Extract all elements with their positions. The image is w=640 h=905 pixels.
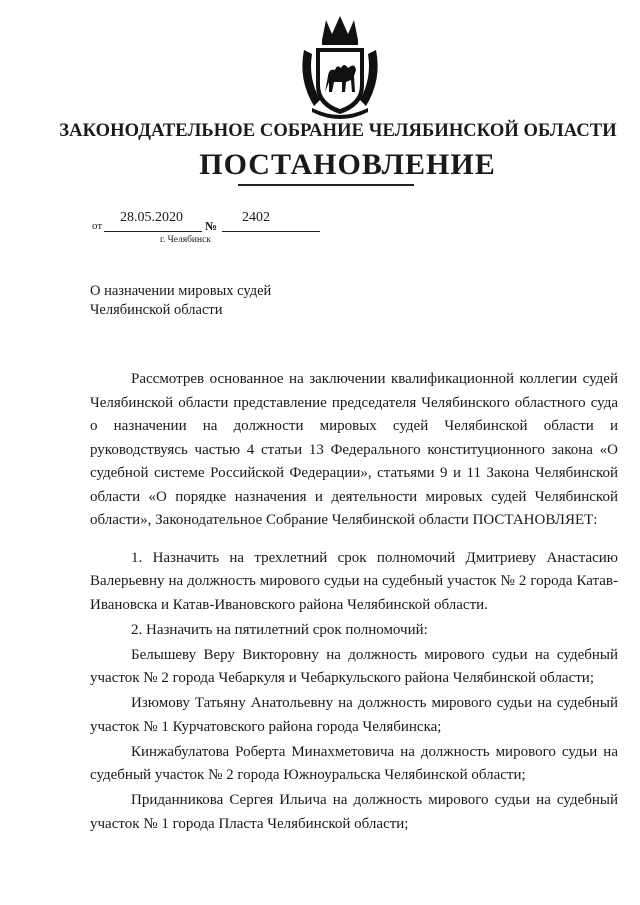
- document-type-title: ПОСТАНОВЛЕНИЕ: [199, 148, 496, 181]
- from-label: от: [92, 220, 103, 232]
- item-2-paragraph: 2. Назначить на пятилетний срок полномочий:: [131, 621, 428, 638]
- document-subject: [90, 282, 271, 320]
- appointee-paragraph: Белышеву Веру Викторовну на должность мирового судьи на судебный участок № 2 города Чебаркуля и Чебаркульского района Челябинской области;: [90, 646, 618, 686]
- appointee-paragraph: Изюмову Татьяну Анатольевну на должность мирового судьи на судебный участок № 1 Курчатовского района города Челябинска;: [90, 695, 618, 735]
- document-number: 2402: [242, 210, 270, 225]
- preamble-paragraph: Рассмотрев основанное на заключении квалификационной коллегии судей Челябинской области представление председателя Челябинского областного суда о назначении на должности мировых судей Челябинской области и руководствуясь частью 4 статьи 13 Федерального конституционного закона «О судебной системе Российской Федерации», статьями 9 и 11 Закона Челябинской области «О порядке назначения и деятельности мировых судей Челябинской области», Законодательное Собрание Челябинской области ПОСТАНОВЛЯЕТ:: [90, 371, 618, 528]
- coat-of-arms-icon: [298, 10, 382, 120]
- appointee-paragraph: Кинжабулатова Роберта Минахметовича на должность мирового судьи на судебный участок № 2 города Южноуральска Челябинской области;: [90, 743, 618, 783]
- number-underline: [222, 231, 320, 232]
- date-underline: [104, 231, 202, 232]
- appointee-paragraph: Приданникова Сергея Ильича на должность мирового судьи на судебный участок № 1 города Пласта Челябинской области;: [90, 792, 618, 832]
- subject-line-1: О назначении мировых судей: [90, 283, 272, 299]
- title-divider: [238, 184, 414, 186]
- organization-title: ЗАКОНОДАТЕЛЬНОЕ СОБРАНИЕ ЧЕЛЯБИНСКОЙ ОБЛАСТИ: [59, 121, 617, 141]
- subject-line-2: Челябинской области: [90, 302, 223, 318]
- item-1-paragraph: 1. Назначить на трехлетний срок полномочий Дмитриеву Анастасию Валерьевну на должность мирового судьи на судебный участок № 2 города Катав-Ивановска и Катав-Ивановского района Челябинской области.: [90, 549, 618, 613]
- document-body: [90, 368, 618, 838]
- number-label: №: [205, 219, 218, 233]
- document-date: 28.05.2020: [120, 210, 183, 225]
- city-label: г. Челябинск: [160, 235, 211, 245]
